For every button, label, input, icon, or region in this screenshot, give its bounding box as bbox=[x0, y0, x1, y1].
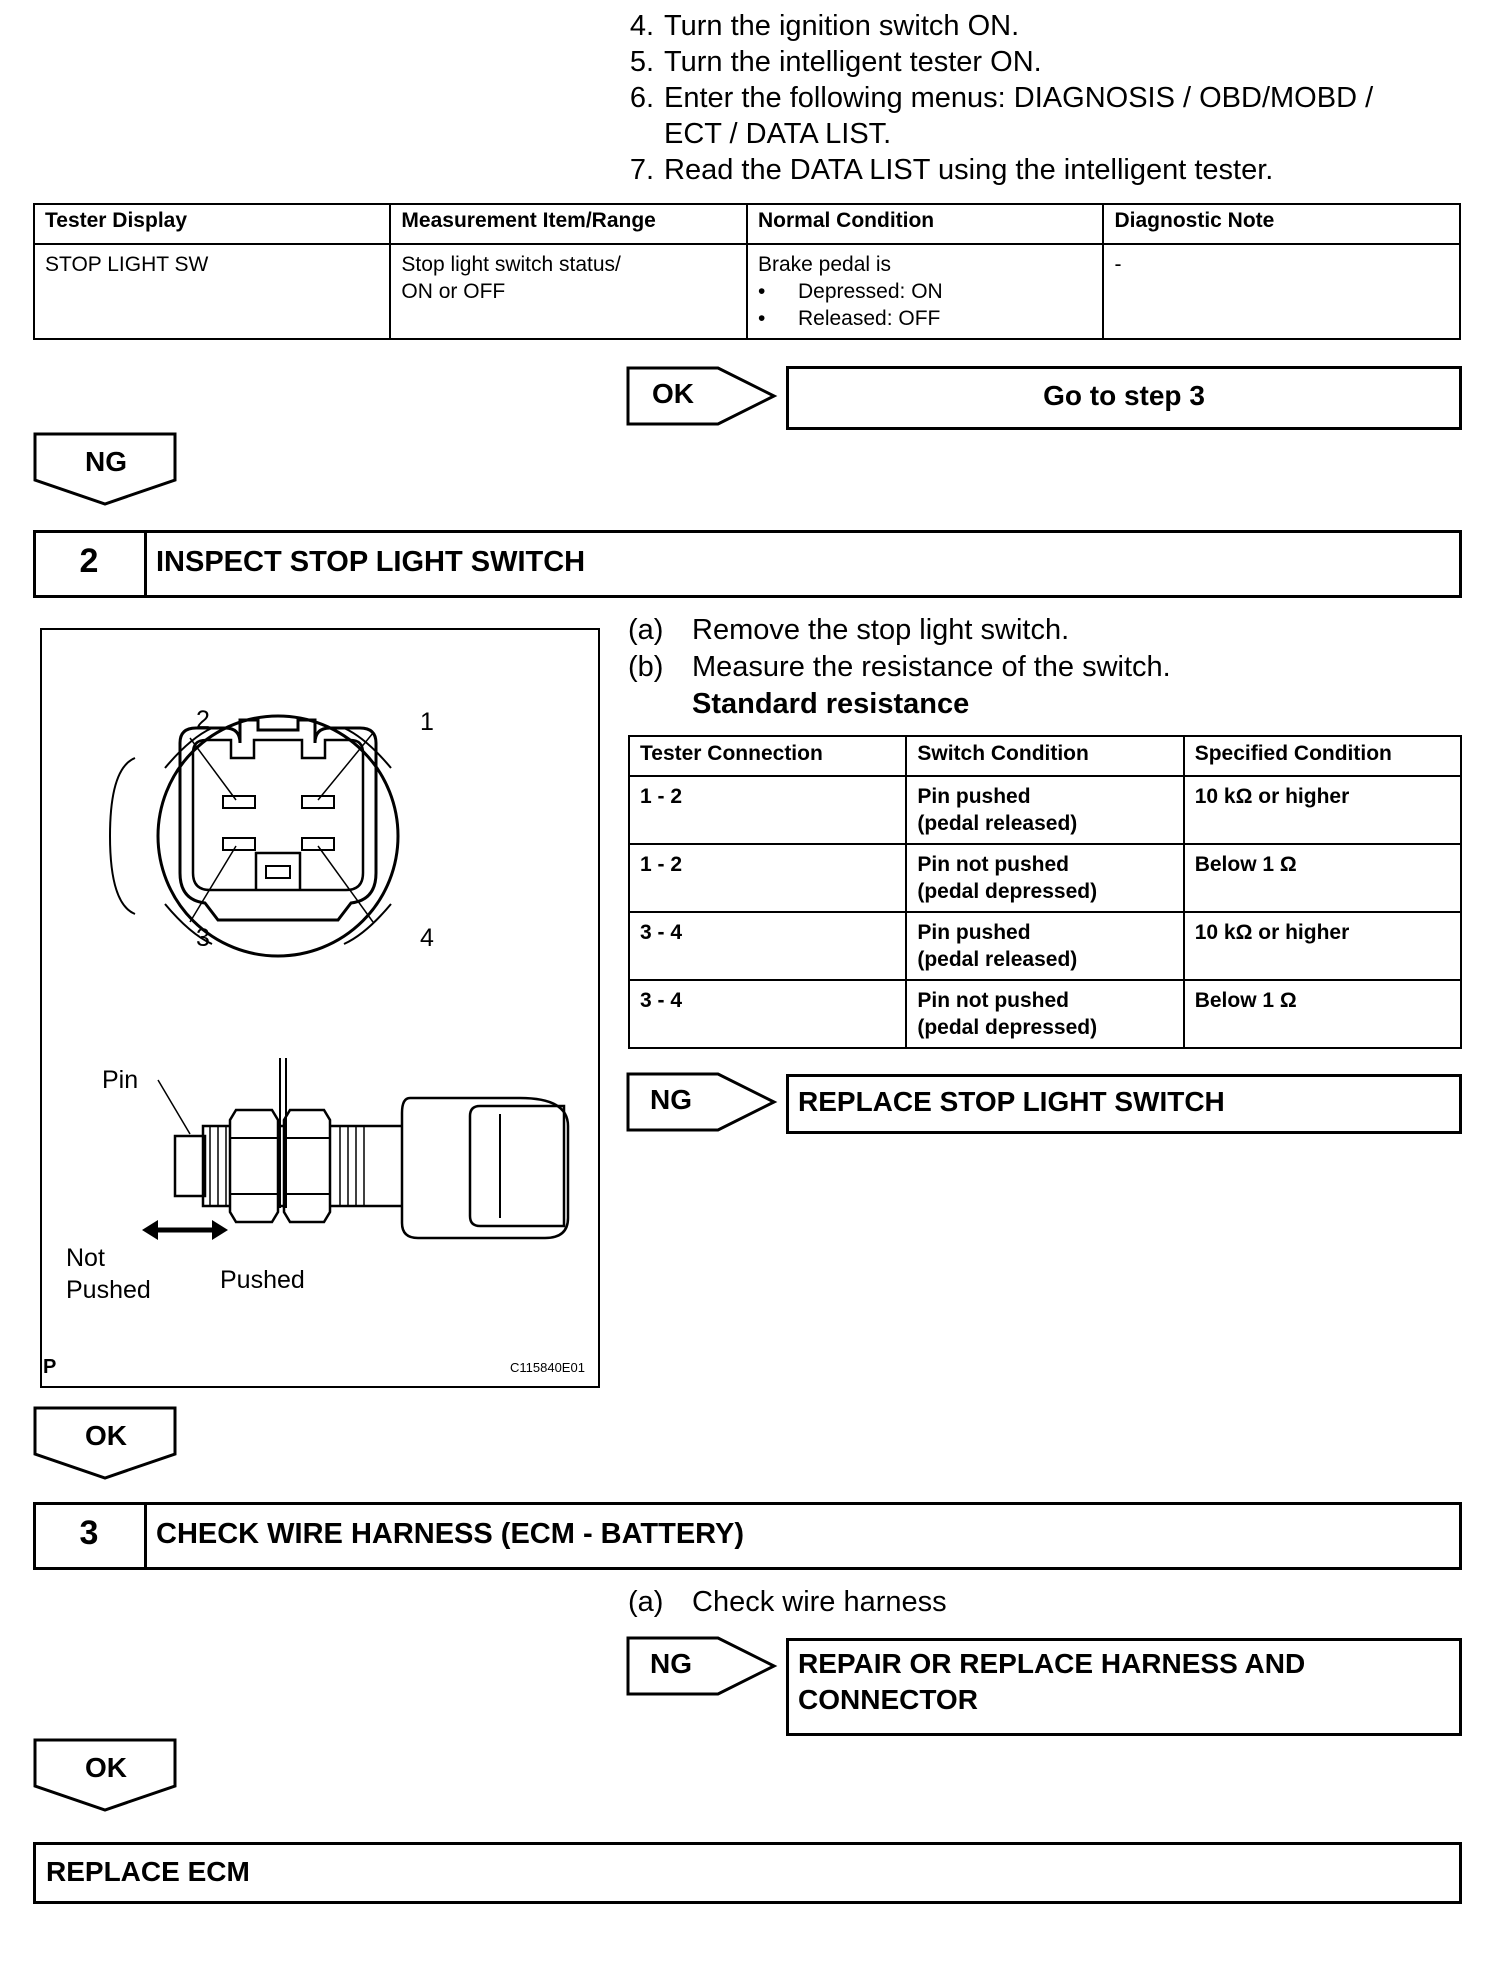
step-item-6-continued: ECT / DATA LIST. bbox=[664, 118, 892, 150]
cell-connection: 3 - 4 bbox=[629, 980, 906, 1048]
header-diagnostic-note: Diagnostic Note bbox=[1103, 204, 1460, 244]
ng-arrow-3 bbox=[626, 1636, 776, 1698]
ok-arrow-1-label: OK bbox=[652, 378, 694, 409]
pin-label-1: 1 bbox=[420, 708, 434, 736]
step-item-6: 6. Enter the following menus: DIAGNOSIS / OBD/MOBD / bbox=[629, 82, 1374, 114]
cell-spec: 10 kΩ or higher bbox=[1184, 776, 1461, 844]
cell-condition: Pin pushed (pedal released) bbox=[906, 776, 1183, 844]
header-specified-condition: Specified Condition bbox=[1184, 736, 1461, 776]
table-header-row bbox=[34, 204, 1460, 244]
cell-connection: 1 - 2 bbox=[629, 776, 906, 844]
cell-condition: Pin not pushed (pedal depressed) bbox=[906, 980, 1183, 1048]
step-2-sub-b: (b) Measure the resistance of the switch. bbox=[628, 651, 1171, 683]
figure-code: C115840E01 bbox=[510, 1360, 585, 1375]
pin-label-3: 3 bbox=[196, 924, 210, 952]
replace-ecm-text: REPLACE ECM bbox=[46, 1856, 250, 1887]
table-header-row bbox=[629, 736, 1461, 776]
intro-steps bbox=[612, 8, 1373, 188]
cell-spec: Below 1 Ω bbox=[1184, 844, 1461, 912]
step-3-number: 3 bbox=[79, 1514, 99, 1552]
header-switch-condition: Switch Condition bbox=[906, 736, 1183, 776]
table-row bbox=[629, 912, 1461, 980]
step-3-title: CHECK WIRE HARNESS (ECM - BATTERY) bbox=[156, 1518, 745, 1550]
standard-resistance-label: Standard resistance bbox=[692, 688, 970, 720]
go-to-step-3-text: Go to step 3 bbox=[1043, 380, 1205, 411]
cell-tester-display: STOP LIGHT SW bbox=[34, 244, 390, 339]
figure-corner-p: P bbox=[43, 1356, 57, 1378]
header-tester-display: Tester Display bbox=[34, 204, 390, 244]
cell-connection: 1 - 2 bbox=[629, 844, 906, 912]
cell-spec: 10 kΩ or higher bbox=[1184, 912, 1461, 980]
cell-normal-condition: Brake pedal is • Depressed: ON • Released: OFF bbox=[747, 244, 1104, 339]
table-row bbox=[34, 244, 1460, 339]
cell-condition: Pin not pushed (pedal depressed) bbox=[906, 844, 1183, 912]
pushed-label: Pushed bbox=[220, 1266, 305, 1294]
pin-label-4: 4 bbox=[420, 924, 434, 952]
table-row bbox=[629, 844, 1461, 912]
table-row bbox=[629, 776, 1461, 844]
ng-arrow-3-label: NG bbox=[650, 1648, 692, 1679]
data-list-table bbox=[33, 203, 1461, 340]
not-pushed-label-2: Pushed bbox=[66, 1276, 151, 1304]
ok-arrow-1 bbox=[626, 366, 776, 428]
header-normal-condition: Normal Condition bbox=[747, 204, 1104, 244]
pin-label-2: 2 bbox=[196, 706, 210, 734]
not-pushed-label-1: Not bbox=[66, 1244, 105, 1272]
ok-down-arrow-2-label: OK bbox=[85, 1420, 127, 1451]
table-row bbox=[629, 980, 1461, 1048]
step-item-7: 7. Read the DATA LIST using the intelligent tester. bbox=[629, 154, 1274, 186]
repair-harness-text-1: REPAIR OR REPLACE HARNESS AND bbox=[798, 1648, 1306, 1679]
header-tester-connection: Tester Connection bbox=[629, 736, 906, 776]
cell-connection: 3 - 4 bbox=[629, 912, 906, 980]
step-item-4: 4. Turn the ignition switch ON. bbox=[629, 10, 1020, 42]
replace-switch-text: REPLACE STOP LIGHT SWITCH bbox=[798, 1086, 1225, 1117]
step-2-sub-a: (a) Remove the stop light switch. bbox=[628, 614, 1070, 646]
switch-side-diagram bbox=[40, 1058, 600, 1358]
ng-arrow-2 bbox=[626, 1072, 776, 1134]
step-item-5: 5. Turn the intelligent tester ON. bbox=[629, 46, 1042, 78]
cell-measurement-item: Stop light switch status/ ON or OFF bbox=[390, 244, 747, 339]
header-measurement-item: Measurement Item/Range bbox=[390, 204, 747, 244]
step-2-number: 2 bbox=[79, 542, 99, 580]
resistance-table bbox=[628, 735, 1462, 1049]
cell-diagnostic-note: - bbox=[1103, 244, 1460, 339]
ng-arrow-2-label: NG bbox=[650, 1084, 692, 1115]
ok-down-arrow-3-label: OK bbox=[85, 1752, 127, 1783]
step-2-title: INSPECT STOP LIGHT SWITCH bbox=[156, 546, 586, 578]
bullet-item: • Released: OFF bbox=[757, 307, 941, 330]
step-3-sub-a: (a) Check wire harness bbox=[628, 1586, 947, 1618]
cell-condition: Pin pushed (pedal released) bbox=[906, 912, 1183, 980]
pin-callout-label: Pin bbox=[102, 1066, 139, 1094]
bullet-item: • Depressed: ON bbox=[757, 280, 943, 303]
cell-spec: Below 1 Ω bbox=[1184, 980, 1461, 1048]
repair-harness-text-2: CONNECTOR bbox=[798, 1684, 978, 1715]
ng-down-arrow-1-label: NG bbox=[85, 446, 127, 477]
